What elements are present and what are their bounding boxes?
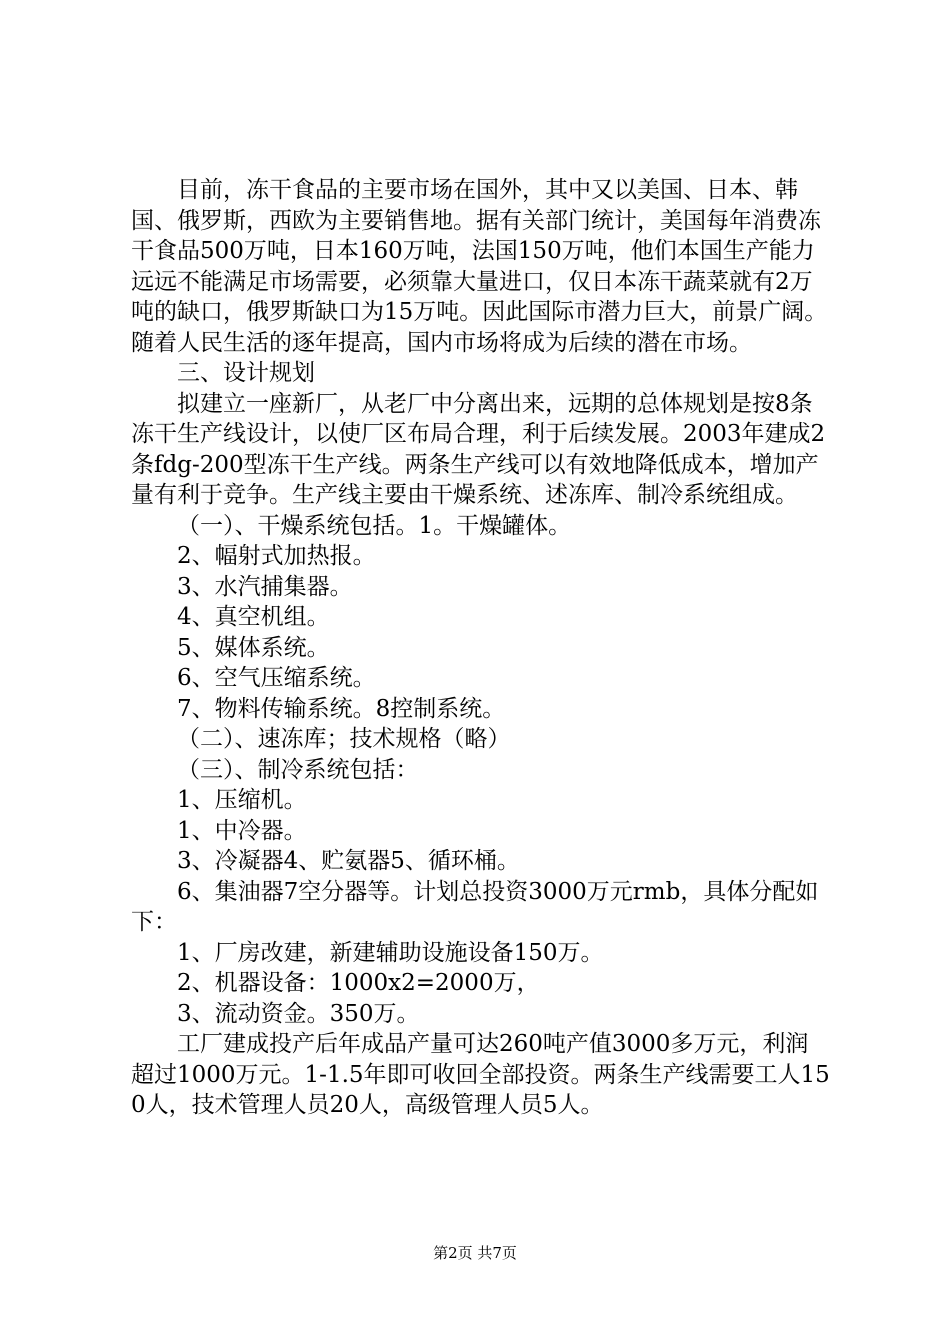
paragraph-investment: 6、集油器7空分器等。计划总投资3000万元rmb，具体分配如下： [131,878,819,935]
list-item: 4、真空机组。 [177,604,330,630]
list-item: （一）、干燥系统包括。1。干燥罐体。 [177,512,572,539]
list-item: 6、空气压缩系统。 [177,665,376,691]
list-item: 3、冷凝器4、贮氨器5、循环桶。 [177,848,520,874]
page-footer: 第2页 共7页 [433,1244,517,1262]
list-item: 5、媒体系统。 [177,634,330,661]
list-item: 1、厂房改建，新建辅助设施设备150万。 [177,939,604,966]
list-item: 1、中冷器。 [177,817,307,844]
paragraph-market: 目前，冻干食品的主要市场在国外，其中又以美国、日本、韩国、俄罗斯，西欧为主要销售地。据有关部门统计，美国每年消费冻干食品500万吨，日本160万吨，法国150万吨，他们本国生产能力远远不能满足市场需要，必须靠大量进口，仅日本冻干蔬菜就有2万吨的缺口，俄罗斯缺口为15万吨。因此国际市潜力巨大，前景广阔。随着人民生活的逐年提高，国内市场将成为后续的潜在市场。 [131,177,828,356]
list-item: 3、水汽捕集器。 [177,573,353,600]
list-item: （二）、速冻库；技术规格（略） [177,726,511,752]
list-item: 1、压缩机。 [177,787,307,813]
list-item: 3、流动资金。350万。 [177,1000,420,1027]
list-item: 2、幅射式加热报。 [177,543,376,569]
paragraph-output: 工厂建成投产后年成品产量可达260吨产值3000多万元，利润超过1000万元。1-1.5年即可收回全部投资。两条生产线需要工人150人，技术管理人员20人，高级管理人员5人。 [131,1031,830,1118]
list-item: 7、物料传输系统。8控制系统。 [177,695,506,722]
document-body [131,175,831,1121]
section-heading-design-plan: 三、设计规划 [177,360,315,386]
paragraph-new-factory: 拟建立一座新厂，从老厂中分离出来，远期的总体规划是按8条冻干生产线设计，以使厂区布局合理，利于后续发展。2003年建成2条fdg-200型冻干生产线。两条生产线可以有效地降低成本，增加产量有利于竞争。生产线主要由干燥系统、述冻库、制冷系统组成。 [131,390,826,508]
list-item: 2、机器设备：1000x2=2000万， [177,970,540,996]
list-item: （三）、制冷系统包括： [177,756,419,783]
